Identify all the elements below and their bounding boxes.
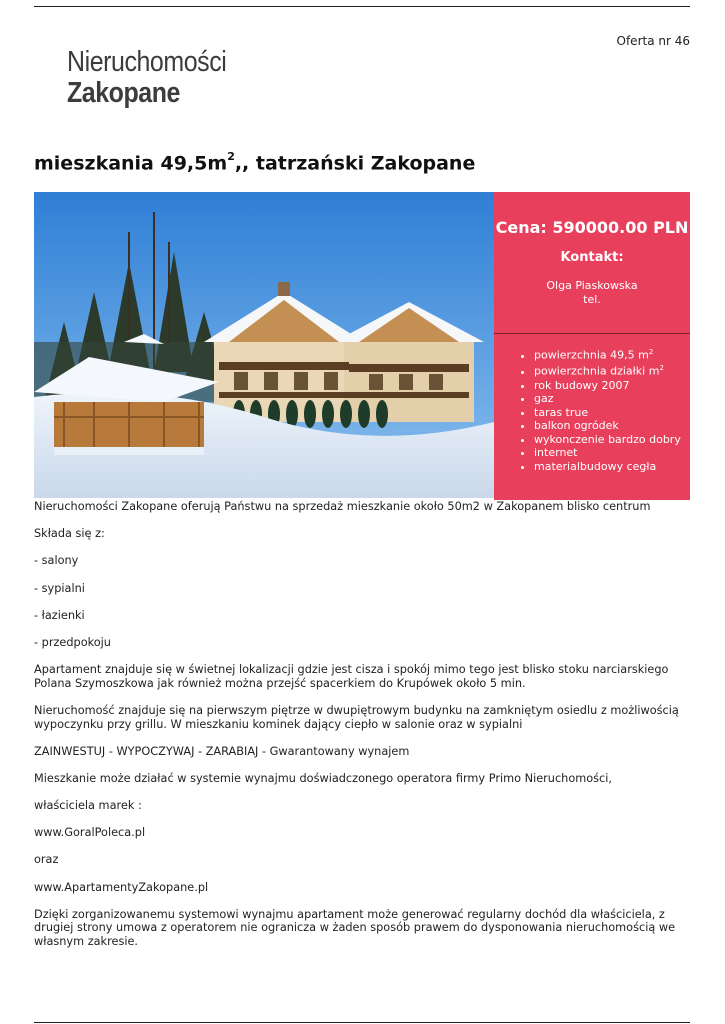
feature-text: gaz (534, 392, 554, 406)
feature-item (534, 362, 681, 378)
description-paragraph: Mieszkanie może działać w systemie wynajmu doświadczonego operatora firmy Primo Nieruchomości, (34, 771, 612, 785)
bottom-rule (34, 1022, 690, 1023)
description-paragraph: - przedpokoju (34, 635, 111, 649)
feature-item (534, 379, 681, 393)
offer-number: Oferta nr 46 (616, 34, 690, 48)
feature-item (534, 346, 681, 362)
contact-heading: Kontakt: (560, 250, 624, 265)
feature-item (534, 460, 681, 474)
title-superscript: 2 (227, 150, 235, 163)
feature-text: balkon ogródek (534, 419, 619, 433)
description-paragraph: oraz (34, 853, 59, 867)
feature-sup: 2 (648, 348, 654, 356)
website-link-apartamentyzakopane[interactable]: www.ApartamentyZakopane.pl (34, 880, 209, 894)
feature-text: taras true (534, 405, 589, 419)
feature-text: materialbudowy cegła (534, 460, 657, 474)
features-list (518, 346, 681, 474)
feature-item (534, 446, 681, 460)
title-text-after: ,, tatrzański Zakopane (234, 152, 476, 175)
description-paragraph: - salony (34, 554, 79, 568)
description-paragraph: Dzięki zorganizowanemu systemowi wynajmu apartament może generować regularny dochód dla właściciela, z drugiej strony umowa z operatorem nie ogranicza w żaden sposób prawem do dysponowania nieruchomością we własnym zakresie. (34, 907, 676, 948)
website-link-goralpoleca[interactable]: www.GoralPoleca.pl (34, 826, 146, 840)
contact-name: Olga Piaskowska (546, 279, 638, 292)
logo-line-1: Nieruchomości (67, 46, 227, 78)
price: Cena: 590000.00 PLN (495, 218, 689, 237)
company-logo[interactable] (67, 46, 252, 108)
description (34, 500, 694, 962)
title-text-before: mieszkania 49,5m (34, 152, 228, 175)
property-photo[interactable] (34, 192, 494, 498)
contact-tel: tel. (583, 293, 601, 306)
feature-item (534, 419, 681, 433)
description-paragraph: Apartament znajduje się w świetnej lokalizacji gdzie jest cisza i spokój mimo tego jest blisko stoku narciarskiego Polana Szymoszkowa jak również można przejść spacerkiem do Krupówek około 5 min. (34, 663, 669, 690)
feature-sup: 2 (659, 364, 664, 373)
top-rule (34, 6, 690, 7)
price-contact-panel (494, 192, 690, 500)
logo-line-2: Zakopane (67, 77, 180, 109)
description-paragraph: - łazienki (34, 608, 85, 622)
description-paragraph: ZAINWESTUJ - WYPOCZYWAJ - ZARABIAJ - Gwarantowany wynajem (34, 744, 410, 758)
feature-item (534, 406, 681, 420)
feature-text: wykonczenie bardzo dobry (534, 432, 681, 446)
description-paragraph: Składa się z: (34, 527, 105, 541)
feature-item (534, 392, 681, 406)
panel-divider (494, 333, 690, 334)
feature-text: internet (534, 446, 578, 460)
description-paragraph: Nieruchomości Zakopane oferują Państwu na sprzedaż mieszkanie około 50m2 w Zakopanem blisko centrum (34, 500, 651, 513)
feature-text: powierzchnia 49,5 m (534, 348, 649, 362)
feature-item (534, 433, 681, 447)
photo-snowy-chalets-icon (34, 192, 494, 498)
description-paragraph: Nieruchomość znajduje się na pierwszym piętrze w dwupiętrowym budynku na zamkniętym osiedlu z możliwością wypoczynku przy grillu. W mieszkaniu kominek dający ciepło w salonie oraz w sypialni (34, 703, 679, 731)
description-paragraph: - sypialni (34, 581, 85, 595)
page-title (34, 152, 475, 174)
description-paragraph: właściciela marek : (34, 799, 142, 813)
feature-text: powierzchnia działki m (534, 364, 660, 378)
feature-text: rok budowy 2007 (534, 378, 630, 392)
